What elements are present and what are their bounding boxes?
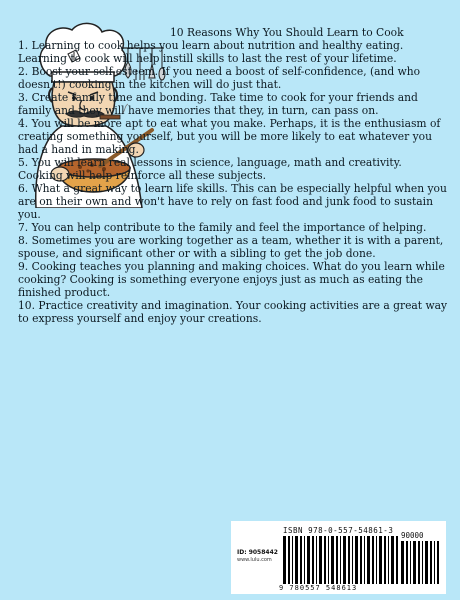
barcode-number: 9 780557 548613: [279, 584, 358, 592]
isbn-text: ISBN 978-0-557-54861-3: [283, 526, 394, 535]
reasons-text: [18, 26, 448, 325]
reason-item: 2. Boost your self-esteem. If you need a boost of self-confidence, (and who doesn't!) cooking in the kitchen will do just that.: [18, 65, 421, 91]
site-text: www.lulu.com: [237, 557, 272, 563]
reasons-list: [18, 39, 448, 325]
reason-item: 9. Cooking teaches you planning and making choices. What do you learn while cooking? Cooking is something everyone enjoys just as much as eating the finished product.: [18, 260, 445, 299]
reason-item: 5. You will learn real lessons in science, language, math and creativity. Cooking will help reinforce all these subjects.: [18, 156, 402, 182]
price-barcode-bars: [401, 541, 439, 584]
barcode-box: [231, 521, 446, 594]
barcode-bars: [283, 536, 398, 584]
reasons-title: 10 Reasons Why You Should Learn to Cook: [170, 26, 404, 39]
reason-item: 4. You will be more apt to eat what you make. Perhaps, it is the enthusiasm of creating something yourself, but you will be more likely to eat whatever you had a hand in making.: [18, 117, 441, 156]
price-code: 90000: [401, 531, 424, 540]
reason-item: 3. Create family time and bonding. Take time to cook for your friends and family and they will have memories that they, in turn, can pass on.: [18, 91, 418, 117]
reason-item: 7. You can help contribute to the family and feel the importance of helping.: [18, 221, 427, 234]
reason-item: 8. Sometimes you are working together as a team, whether it is with a parent, spouse, and significant other or with a sibling to get the job done.: [18, 234, 444, 260]
reason-item: 6. What a great way to learn life skills. This can be especially helpful when you are on their own and won't have to rely on fast food and junk food to sustain you.: [18, 182, 447, 221]
reason-item: 10. Practice creativity and imagination. Your cooking activities are a great way to express yourself and enjoy your creations.: [18, 299, 448, 325]
reason-item: 1. Learning to cook helps you learn about nutrition and healthy eating. Learning to cook will help instill skills to last the rest of your lifetime.: [18, 39, 404, 65]
id-text: ID: 9058442: [237, 549, 278, 556]
